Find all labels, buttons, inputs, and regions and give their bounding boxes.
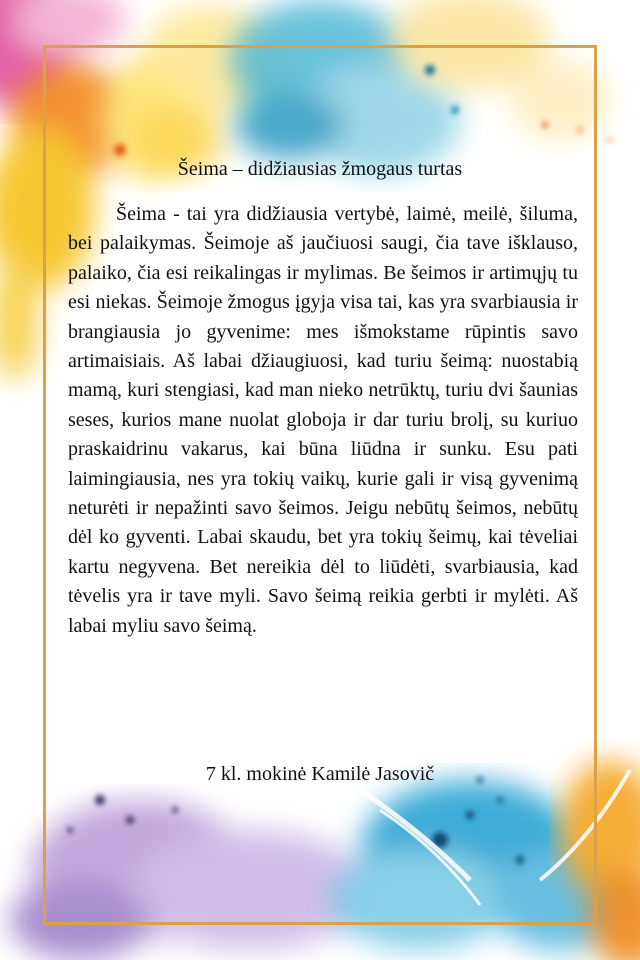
essay-body: Šeima - tai yra didžiausia vertybė, laimė, meilė, šiluma, bei palaikymas. Šeimoje aš jaučiuosi saugi, čia tave išklauso, palaiko, čia esi reikalingas ir mylimas. Be šeimos ir artimųjų tu esi niekas. Šeimoje žmogus įgyja visa tai, kas yra svarbiausia ir brangiausia jo gyvenime: mes išmokstame rūpintis savo artimaisiais. Aš labai džiaugiuosi, kad turiu šeimą: nuostabią mamą, kuri stengiasi, kad man nieko netrūktų, turiu dvi šaunias seses, kurios mane nuolat globoja ir dar turiu brolį, su kuriuo praskaidrinu vakarus, kai būna liūdna ir sunku. Esu pati laimingiausia, nes yra tokių vaikų, kurie gali ir visą gyvenimą neturėti ir nepažinti savo šeimos. Jeigu nebūtų šeimos, nebūtų dėl ko gyventi. Labai skaudu, bet yra tokių šeimų, kai tėveliai kartu negyvena. Bet nereikia dėl to liūdėti, svarbiausia, kad tėvelis yra ir tave myli. Savo šeimą reikia gerbti ir mylėti. Aš labai myliu savo šeimą. — [68, 203, 578, 637]
document-title: Šeima – didžiausias žmogaus turtas — [177, 158, 463, 180]
author-signature: 7 kl. mokinė Kamilė Jasovič — [205, 763, 435, 785]
